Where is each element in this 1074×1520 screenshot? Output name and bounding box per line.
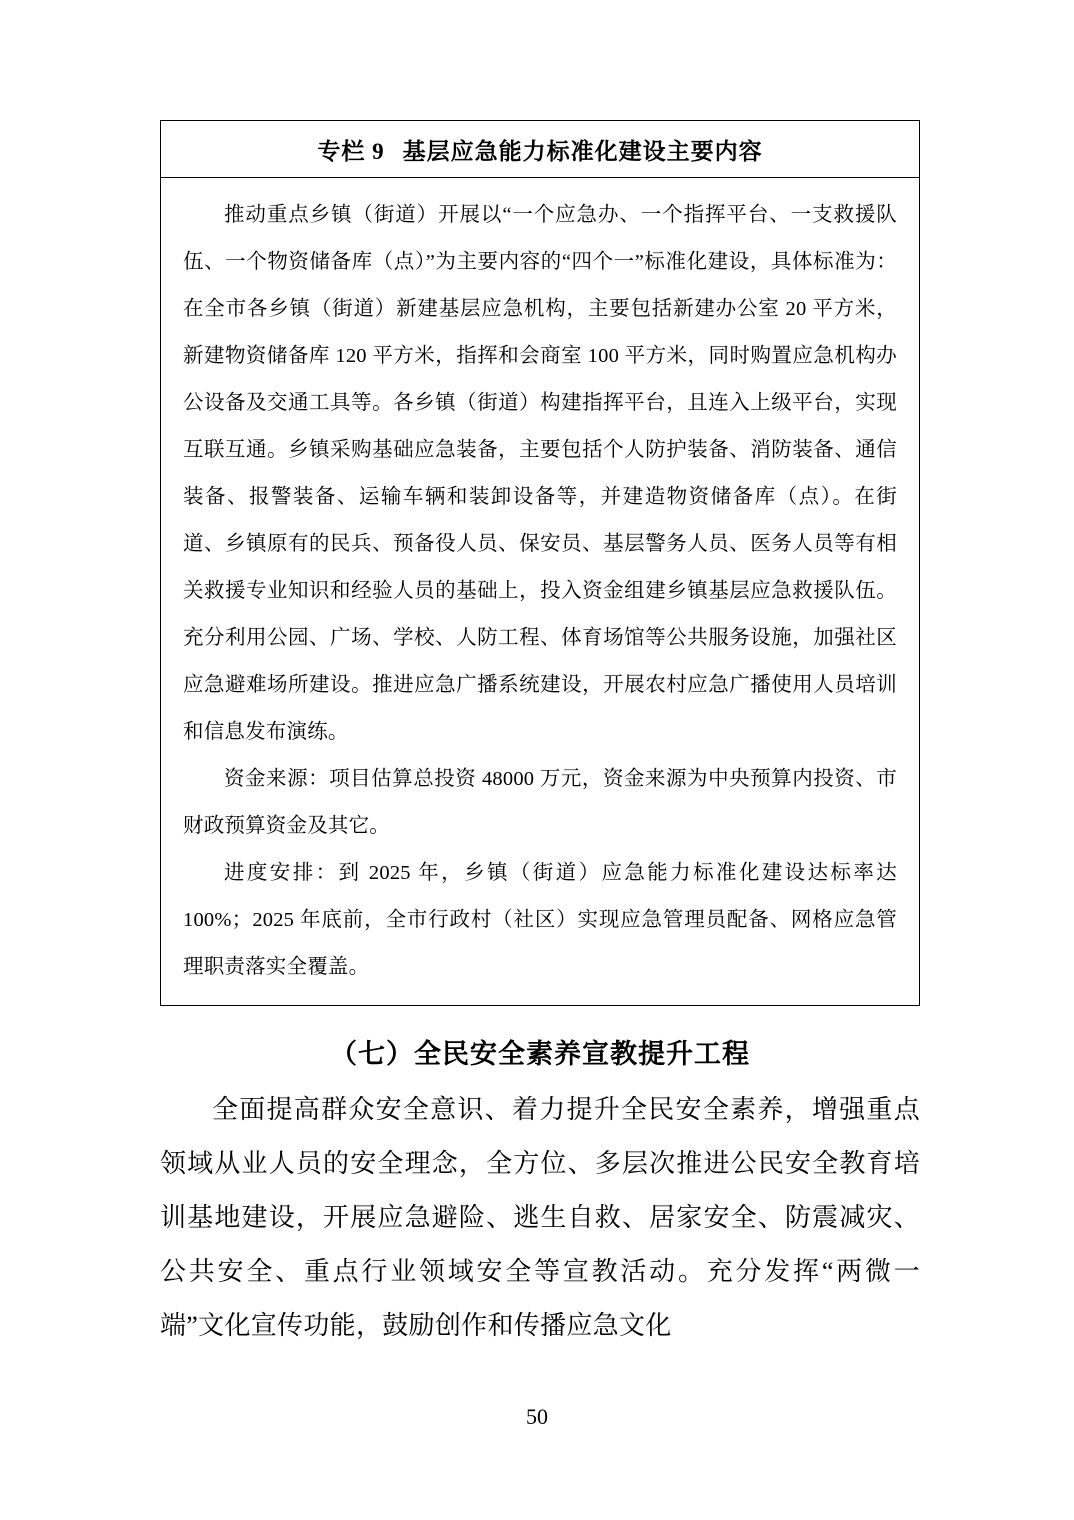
callout-box-title: 基层应急能力标准化建设主要内容 [402,139,763,164]
callout-box-label: 专栏 9 [317,139,385,164]
callout-box [160,120,920,1006]
callout-box-body [161,178,919,1005]
callout-paragraph-3: 进度安排：到 2025 年，乡镇（街道）应急能力标准化建设达标率达 100%；2025 年底前，全市行政村（社区）实现应急管理员配备、网格应急管理职责落实全覆盖。 [183,862,897,978]
callout-paragraph-2: 资金来源：项目估算总投资 48000 万元，资金来源为中央预算内投资、市财政预算资金及其它。 [183,768,897,837]
section-paragraph: 全面提高群众安全意识、着力提升全民安全素养，增强重点领域从业人员的安全理念，全方位、多层次推进公民安全教育培训基地建设，开展应急避险、逃生自救、居家安全、防震减灾、公共安全、重点行业领域安全等宣教活动。充分发挥“两微一端”文化宣传功能，鼓励创作和传播应急文化 [160,1095,920,1340]
callout-paragraph-1: 推动重点乡镇（街道）开展以“一个应急办、一个指挥平台、一支救援队伍、一个物资储备库（点）”为主要内容的“四个一”标准化建设，具体标准为：在全市各乡镇（街道）新建基层应急机构，主要包括新建办公室 20 平方米，新建物资储备库 120 平方米，指挥和会商室 100 平方米，同时购置应急机构办公设备及交通工具等。各乡镇（街道）构建指挥平台，且连入上级平台，实现互联互通。乡镇采购基础应急装备，主要包括个人防护装备、消防装备、通信装备、报警装备、运输车辆和装卸设备等，并建造物资储备库（点）。在街道、乡镇原有的民兵、预备役人员、保安员、基层警务人员、医务人员等有相关救援专业知识和经验人员的基础上，投入资金组建乡镇基层应急救援队伍。充分利用公园、广场、学校、人防工程、体育场馆等公共服务设施，加强社区应急避难场所建设。推进应急广播系统建设，开展农村应急广播使用人员培训和信息发布演练。 [183,204,897,743]
page-number: 50 [526,1404,548,1429]
page-content [160,120,920,1353]
callout-box-header [161,121,919,178]
section-heading: （七）全民安全素养宣教提升工程 [330,1039,750,1069]
